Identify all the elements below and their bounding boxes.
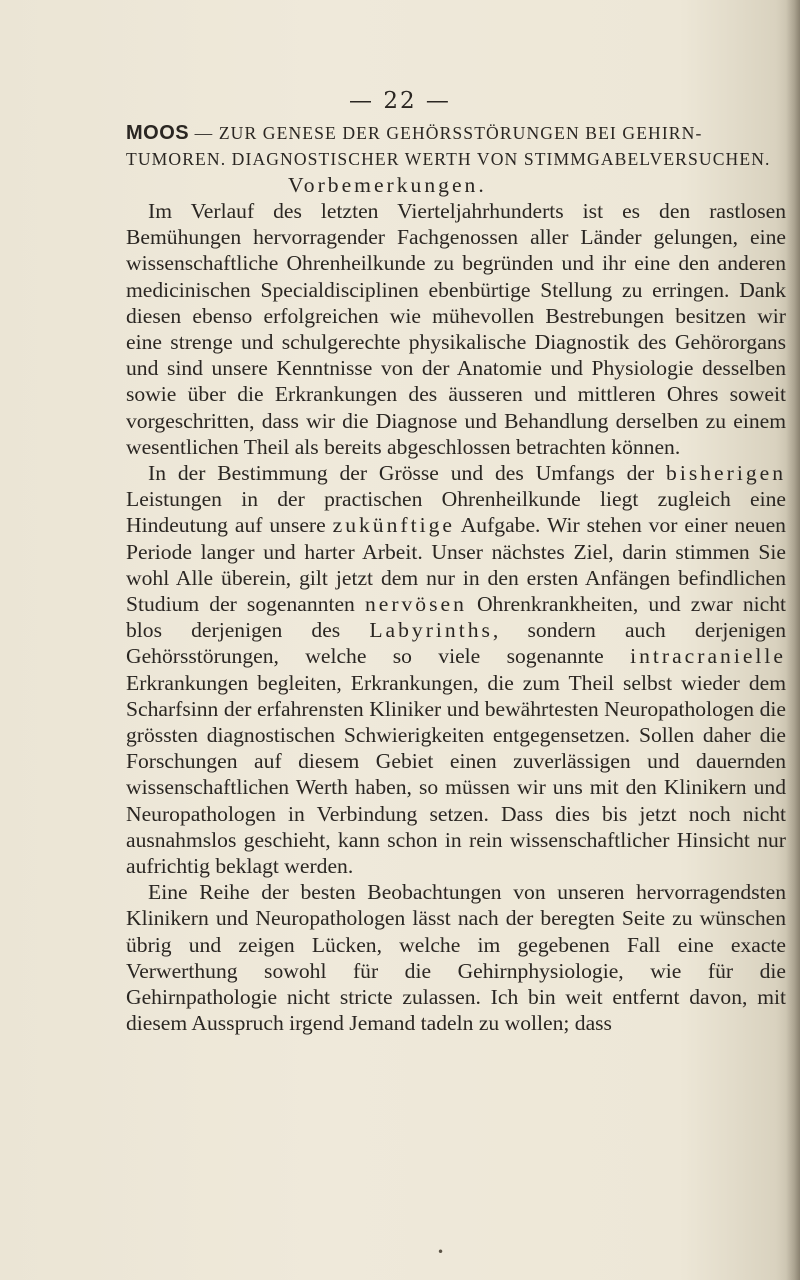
article-title: — ZUR GENESE DER GEHÖRSSTÖRUNGEN BEI GEHIRNTUMOREN. DIAGNOSTISCHER WERTH VON STIMMGABELVERSUCHEN. [126, 123, 771, 169]
page-edge-shadow [786, 0, 800, 1280]
paragraph-text: Aufgabe. Wir stehen vor einer neuen Periode langer und harter Arbeit. Unser nächstes Ziel, darin stimmen Sie wohl Alle überein, gilt jetzt dem nur in den ersten Anfängen befindlichen Studium der sogenannten [126, 513, 786, 617]
paragraph-1 [126, 198, 786, 460]
ink-speck: • [437, 1245, 445, 1259]
paragraph-text: Eine Reihe der besten Beobachtungen von unseren hervorragendsten Klinikern und Neuropathologen lässt nach der beregten Seite zu wünschen übrig und zeigen Lücken, welche im gegebenen Fall eine exacte Verwerthung sowohl für die Gehirnphysiologie, wie für die Gehirnpathologie nicht stricte zulassen. Ich bin weit entfernt davon, mit diesem Ausspruch irgend Jemand tadeln zu wollen; dass [126, 880, 786, 1036]
paragraph-text: , sondern auch derjenigen Gehörsstörungen, welche so viele sogenannte [126, 618, 786, 669]
article [126, 120, 786, 1037]
article-heading [126, 120, 786, 172]
emphasis-text: bisherigen [666, 461, 786, 486]
paragraph-text: In der Bestimmung der Grösse und des Umfangs der [148, 461, 667, 486]
paragraph-2 [126, 460, 786, 879]
paragraph-text: Erkrankungen begleiten, Erkrankungen, die zum Theil selbst wieder dem Scharfsinn der erfahrensten Kliniker und bewährtesten Neuropathologen die grössten diagnostischen Schwierigkeiten entgegensetzen. Sollen daher die Forschungen auf diesem Gebiet einen zuverlässigen und dauernden wissenschaftlichen Werth haben, so müssen wir uns mit den Klinikern und Neuropathologen in Verbindung setzen. Dass dies bis jetzt noch nicht ausnahmslos geschieht, kann schon in rein wissenschaftlicher Hinsicht nur aufrichtig beklagt werden. [126, 670, 786, 879]
emphasis-text: intracranielle [630, 644, 786, 669]
emphasis-text: nervösen [364, 592, 467, 617]
section-title: Vorbemerkungen. [288, 173, 487, 197]
paragraph-3 [126, 879, 786, 1036]
author-name: MOOS [126, 122, 190, 144]
emphasis-text: Labyrinths [369, 618, 493, 643]
paragraph-text: Leistungen in der practischen Ohrenheilkunde liegt zugleich eine Hindeutung auf unsere [126, 487, 786, 538]
page-number: — 22 — [349, 88, 451, 114]
paragraph-text: Im Verlauf des letzten Vierteljahrhunderts ist es den rastlosen Bemühungen hervorragender Fachgenossen aller Länder gelungen, eine wissenschaftliche Ohrenheilkunde zu begründen und ihr eine den anderen medicinischen Specialdisciplinen ebenbürtige Stellung zu erringen. Dank diesen ebenso erfolgreichen wie mühevollen Bestrebungen besitzen wir eine strenge und schulgerechte physikalische Diagnostik des Gehörorgans und sind unsere Kenntnisse von der Anatomie und Physiologie desselben sowie über die Erkrankungen des äusseren und mittleren Ohres soweit vorgeschritten, dass wir die Diagnose und Behandlung derselben zu einem wesentlichen Theil als bereits abgeschlossen betrachten können. [126, 199, 786, 459]
emphasis-text: zukünftige [332, 513, 455, 538]
paragraph-text: Ohrenkrankheiten, und zwar nicht blos derjenigen des [126, 592, 787, 643]
